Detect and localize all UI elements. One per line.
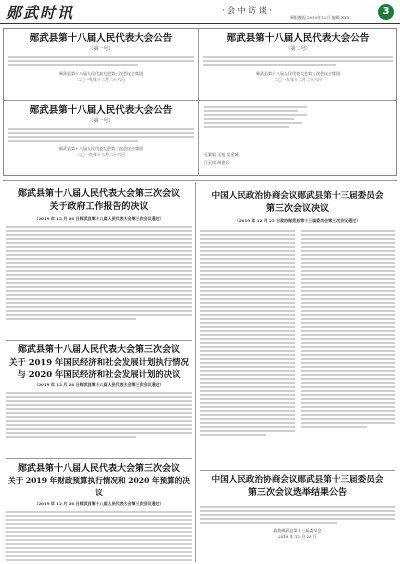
top-divider-h-right — [199, 100, 397, 101]
article-title: 关于政府工作报告的决议 — [49, 202, 149, 212]
article-government-report — [6, 188, 192, 338]
name-row-2: 江天伟 胡建兵 — [204, 160, 230, 165]
article-title: 关于 2019 年国民经济和社会发展计划执行情况 — [9, 357, 189, 367]
article-org: 政协郧武县第十三届委员会 — [273, 528, 322, 533]
article-date: 2019 年 12 月 25 日 — [278, 534, 317, 539]
article-title: 第三次会议决议 — [265, 204, 329, 214]
article-title: 第三次会议选举结果公告 — [247, 488, 347, 498]
top-divider-v — [198, 28, 199, 176]
page-number-badge: 3 — [378, 4, 394, 20]
paper-info: 郧阳晚报 2019年12月 编辑 XXX — [290, 15, 350, 20]
announcement-body — [8, 128, 194, 142]
article-economic-plan — [6, 344, 192, 456]
article-divider-1 — [6, 340, 192, 341]
top-divider-h-left — [3, 100, 198, 101]
name-row-1: 孔繁聪 王旭 吴金城 — [204, 152, 239, 157]
article-body — [6, 392, 192, 438]
section-title: · 会 中 访 谈 · — [222, 6, 272, 15]
article-divider-3 — [200, 470, 395, 471]
article-body — [200, 506, 395, 524]
article-title: 郧武县第十八届人民代表大会第三次会议 — [17, 189, 180, 199]
announcement-mid-left — [8, 104, 194, 174]
announcement-body — [203, 56, 393, 66]
bottom-divider-top — [3, 180, 397, 181]
article-title: 与 2020 年国民经济和社会发展计划的决议 — [17, 369, 181, 379]
announcement-org: 郧武县第十八届人民代表大会第三次会议主席团 — [59, 146, 143, 151]
announcement-date: 二〇一九年十二月二十六日 — [274, 77, 322, 82]
article-subtitle: （2019 年 12 月 26 日郧武县第十八届人民代表大会第三次会议通过） — [34, 382, 164, 387]
announcement-number: （第二号） — [285, 46, 311, 52]
article-title: 郧武县第十八届人民代表大会第三次会议 — [17, 464, 180, 474]
announcement-title: 郧武县第十八届人民代表大会公告 — [29, 33, 173, 44]
article-title: 郧武县第十八届人民代表大会第三次会议 — [17, 345, 180, 355]
article-title: 中国人民政治协商会议郧武县第十三届委员会 — [211, 191, 384, 201]
announcement-org: 郧武县第十八届人民代表大会第三次会议主席团 — [256, 71, 340, 76]
announcement-body — [8, 56, 194, 66]
announcement-number: （第一号） — [88, 46, 114, 52]
article-subtitle: （2019 年 12 月 25 日政协郧武县第十三届委员会第三次会议通过） — [234, 218, 361, 223]
article-divider-2 — [6, 458, 192, 459]
announcement-org: 郧武县第十八届人民代表大会第三次会议主席团 — [59, 71, 143, 76]
announcement-top-left — [8, 32, 194, 98]
article-body — [200, 230, 395, 438]
announcement-top-right — [203, 32, 393, 98]
announcement-date: 二〇一九年十二月二十六日 — [77, 77, 125, 82]
article-cppcc-resolution — [200, 190, 395, 468]
announcement-number: （第一号） — [88, 118, 114, 124]
bottom-divider-v — [195, 182, 196, 562]
article-election-results — [200, 474, 395, 562]
masthead — [0, 0, 400, 24]
article-body — [6, 511, 192, 561]
article-budget — [6, 463, 192, 561]
announcement-title: 郧武县第十八届人民代表大会公告 — [29, 105, 173, 116]
article-title: 中国人民政治协商会议郧武县第十三届委员会 — [211, 475, 384, 485]
article-subtitle: （2019 年 12 月 26 日郧武县第十八届人民代表大会第三次会议通过） — [34, 216, 164, 221]
announcement-date: 二〇一九年十二月二十六日 — [77, 152, 125, 157]
article-body — [6, 226, 192, 320]
newspaper-logo: 郧武时讯 — [6, 4, 75, 22]
article-title: 关于 2019 年财政预算执行情况和 2020 年预算的决议 — [8, 476, 190, 497]
article-subtitle: （2019 年 12 月 26 日郧武县第十八届人民代表大会第三次会议通过） — [34, 501, 164, 506]
announcement-title: 郧武县第十八届人民代表大会公告 — [226, 33, 370, 44]
name-list — [204, 106, 392, 172]
